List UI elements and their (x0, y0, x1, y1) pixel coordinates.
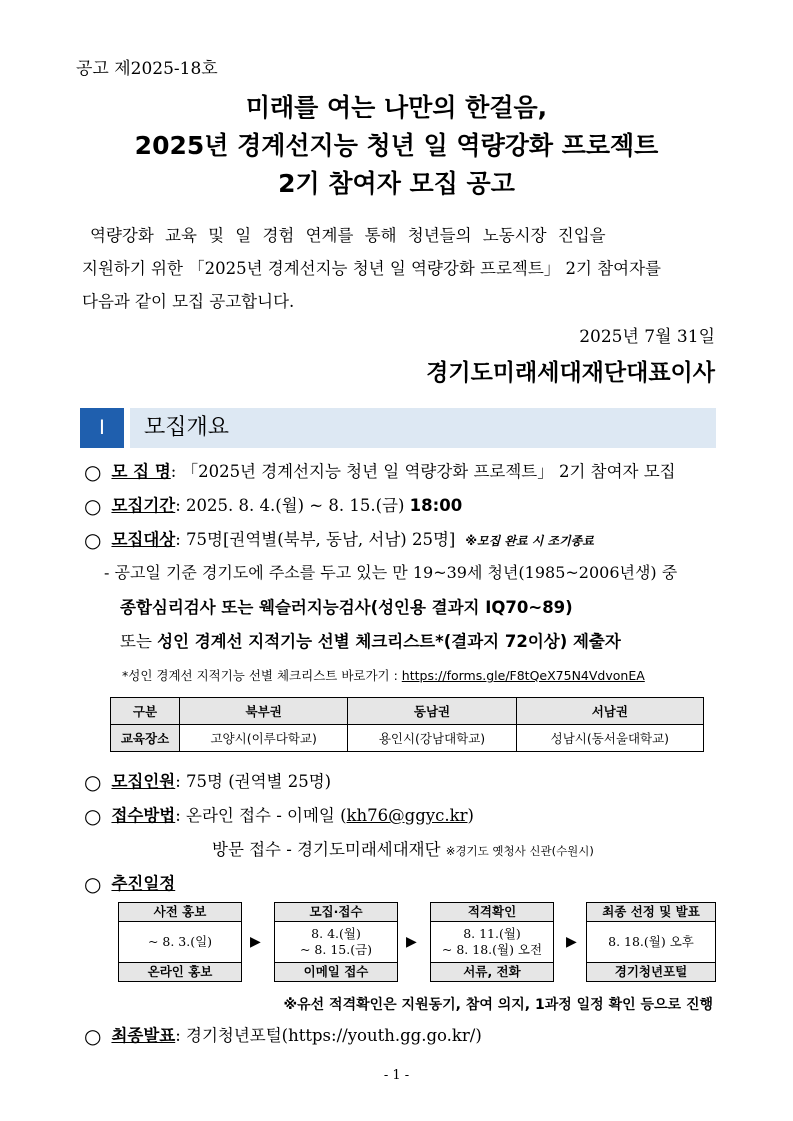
step-date (586, 922, 716, 962)
circle-bullet-icon: ○ (84, 804, 102, 828)
method-visit (212, 836, 594, 860)
recruitment-name-label: 모 집 명 (111, 462, 171, 481)
arrow-right-icon: ▶ (406, 934, 417, 950)
recruitment-name-value: : 「2025년 경계선지능 청년 일 역량강화 프로젝트」 2기 참여자 모집 (170, 462, 676, 481)
step-method: 온라인 홍보 (118, 962, 242, 982)
circle-bullet-icon: ○ (84, 770, 102, 794)
method-label: 접수방법 (111, 806, 176, 825)
phone-check-note: ※유선 적격확인은 지원동기, 참여 의지, 1과정 일정 확인 등으로 진행 (283, 997, 713, 1013)
checklist-requirement: 성인 경계선 지적기능 선별 체크리스트*(결과지 72이상) 제출자 (157, 632, 621, 651)
period-label: 모집기간 (111, 496, 176, 515)
method-close-paren: ) (467, 806, 474, 825)
schedule-label: 추진일정 (111, 874, 176, 893)
item-recruitment-name (84, 458, 676, 484)
schedule-step-1 (118, 902, 242, 982)
circle-bullet-icon: ○ (84, 872, 102, 896)
arrow-right-icon: ▶ (250, 934, 261, 950)
page-number: - 1 - (383, 1068, 410, 1083)
schedule-step-4 (586, 902, 716, 982)
intro-paragraph (82, 219, 722, 318)
title-line-2: 2025년 경계선지능 청년 일 역량강화 프로젝트 (134, 131, 659, 160)
section-number: Ⅰ (80, 408, 124, 448)
period-deadline-time: 18:00 (409, 496, 463, 515)
table-row (111, 725, 704, 752)
circle-bullet-icon: ○ (84, 494, 102, 518)
item-schedule (84, 870, 175, 896)
method-visit-text: 방문 접수 - 경기도미래세대재단 (212, 840, 446, 859)
step-date (274, 922, 398, 962)
item-application-method (84, 802, 474, 828)
item-final-announcement (84, 1022, 482, 1048)
step-method: 이메일 접수 (274, 962, 398, 982)
final-value: : 경기청년포털(https://youth.gg.go.kr/) (175, 1026, 482, 1045)
method-visit-note: ※경기도 옛청사 신관(수원시) (445, 844, 594, 858)
email-link[interactable]: kh76@ggyc.kr (346, 806, 468, 825)
section-header (80, 408, 716, 448)
issuer: 경기도미래세대재단대표이사 (426, 360, 715, 386)
final-label: 최종발표 (111, 1026, 176, 1045)
checklist-note (122, 666, 645, 684)
table-header-cell: 동남권 (348, 698, 516, 725)
item-recruitment-count (84, 768, 331, 794)
step-date-line: ~ 8. 15.(금) (299, 942, 373, 957)
period-value: : 2025. 8. 4.(월) ~ 8. 15.(금) (175, 496, 410, 515)
step-title: 적격확인 (430, 902, 554, 922)
early-close-note: ※모집 완료 시 조기종료 (465, 534, 594, 548)
step-title: 사전 홍보 (118, 902, 242, 922)
target-label: 모집대상 (111, 530, 176, 549)
step-date (430, 922, 554, 962)
step-title: 최종 선정 및 발표 (586, 902, 716, 922)
table-cell: 용인시(강남대학교) (348, 725, 516, 752)
table-row-label: 교육장소 (111, 725, 180, 752)
target-detail: - 공고일 기준 경기도에 주소를 두고 있는 만 19~39세 청년(1985~2006년생) 중 (104, 563, 678, 582)
step-date-line: ~ 8. 18.(월) 오전 (441, 942, 543, 957)
table-cell: 고양시(이루다학교) (180, 725, 348, 752)
intro-line-3: 다음과 같이 모집 공고합니다. (82, 292, 295, 311)
title-line-3: 2기 참여자 모집 공고 (278, 169, 515, 198)
step-date-line: ~ 8. 3.(일) (147, 934, 213, 949)
section-title: 모집개요 (130, 408, 716, 448)
item-recruitment-target (84, 526, 594, 552)
table-cell: 성남시(동서울대학교) (516, 725, 703, 752)
step-date-line: 8. 18.(월) 오후 (608, 934, 694, 949)
circle-bullet-icon: ○ (84, 460, 102, 484)
intro-line-1: 역량강화 교육 및 일 경험 연계를 통해 청년들의 노동시장 진입을 (90, 226, 606, 245)
or-text: 또는 (120, 632, 158, 651)
step-date-line: 8. 4.(월) (311, 926, 361, 941)
table-header-cell: 서남권 (516, 698, 703, 725)
step-title: 모집·접수 (274, 902, 398, 922)
venue-table (110, 697, 704, 752)
schedule-step-3 (430, 902, 554, 982)
target-value: : 75명[권역별(북부, 동남, 서남) 25명] (175, 530, 456, 549)
intro-line-2: 지원하기 위한 「2025년 경계선지능 청년 일 역량강화 프로젝트」 2기 참여자를 (82, 259, 661, 278)
table-header-cell: 북부권 (180, 698, 348, 725)
step-date-line: 8. 11.(월) (463, 926, 521, 941)
notice-number: 공고 제2025-18호 (76, 59, 218, 79)
circle-bullet-icon: ○ (84, 1024, 102, 1048)
table-header-row (111, 698, 704, 725)
step-method: 경기청년포털 (586, 962, 716, 982)
arrow-right-icon: ▶ (566, 934, 577, 950)
checklist-note-text: *성인 경계선 지적기능 선별 체크리스트 바로가기 : (122, 668, 402, 683)
announcement-date: 2025년 7월 31일 (579, 327, 715, 347)
step-date (118, 922, 242, 962)
target-requirement-1: 종합심리검사 또는 웩슬러지능검사(성인용 결과지 IQ70~89) (120, 598, 573, 617)
target-requirement-2 (120, 628, 621, 652)
schedule-step-2 (274, 902, 398, 982)
count-label: 모집인원 (111, 772, 176, 791)
item-recruitment-period (84, 492, 462, 518)
circle-bullet-icon: ○ (84, 528, 102, 552)
title-line-1: 미래를 여는 나만의 한걸음, (245, 93, 548, 122)
table-header-cell: 구분 (111, 698, 180, 725)
checklist-link[interactable]: https://forms.gle/F8tQeX75N4VdvonEA (401, 668, 645, 683)
method-online: : 온라인 접수 - 이메일 ( (175, 806, 347, 825)
step-method: 서류, 전화 (430, 962, 554, 982)
count-value: : 75명 (권역별 25명) (175, 772, 332, 791)
